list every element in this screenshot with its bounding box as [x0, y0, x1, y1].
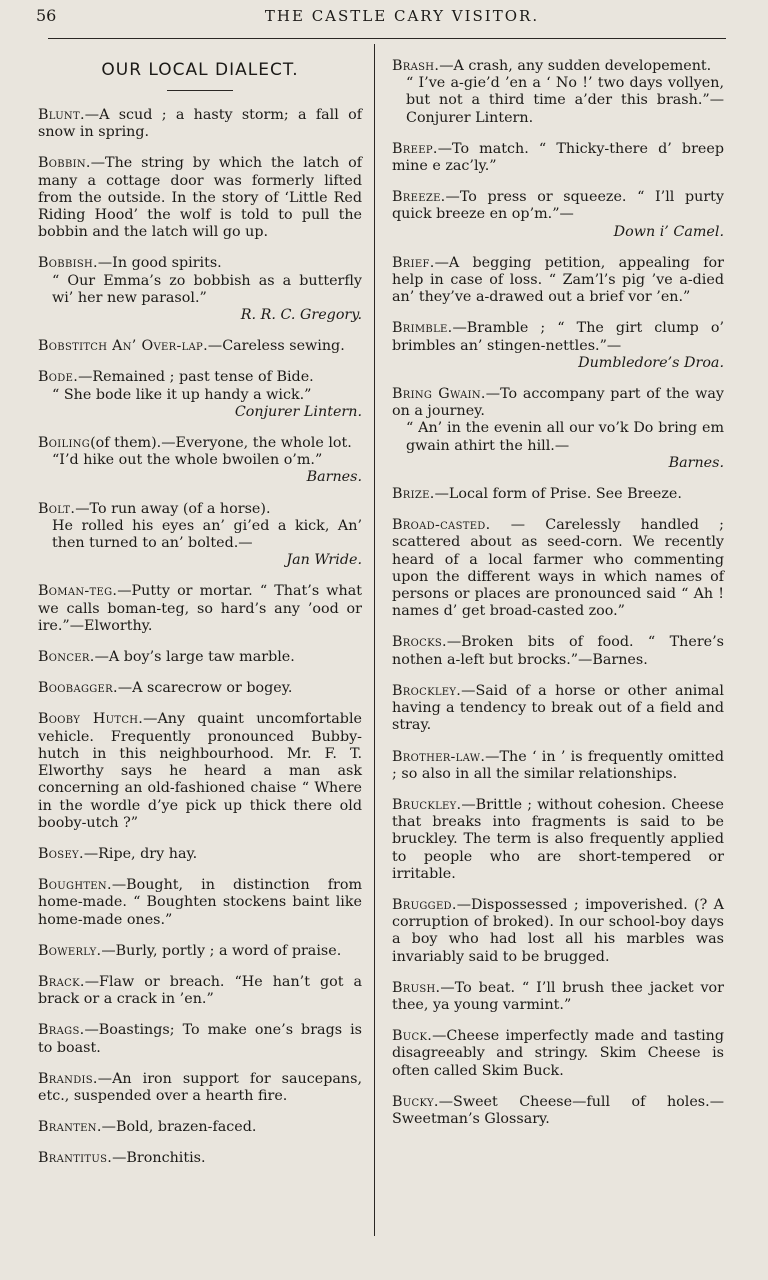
entry-headword: Boncer. — [38, 649, 95, 666]
entry-quote: “I’d hike out the whole bwoilen o’m.” — [52, 452, 323, 469]
running-title: THE CASTLE CARY VISITOR. — [264, 7, 540, 25]
entry-definition: —Dispossessed ; impoverished. (? A corruption of broked). In our school-boy days a boy who had lost all his marbles was invariably said to be brugged. — [392, 896, 724, 965]
entry-definition: —Putty or mortar. “ That’s what we calls boman-teg, so hard’s any ’ood or ire.”—Elworthy. — [38, 583, 362, 634]
entry-source: Barnes. — [306, 469, 362, 486]
dictionary-entry — [392, 634, 724, 668]
entry-source: Barnes. — [668, 454, 724, 471]
entry-definition: —Ripe, dry hay. — [83, 845, 198, 862]
entry-headword: Bobbish. — [38, 255, 98, 272]
entry-headword: Bowerly. — [38, 942, 102, 959]
entry-headword: Breeze. — [392, 189, 446, 206]
dictionary-entry — [392, 386, 724, 472]
dictionary-entry — [392, 1028, 724, 1080]
entry-definition: —Brittle ; without cohesion. Cheese that breaks into fragments is said to be bruckley. The term is also frequently applied to people who are short-tempered or irritable. — [392, 796, 724, 882]
entry-headword: Bucky. — [392, 1093, 439, 1110]
dictionary-entry — [38, 1150, 362, 1167]
section-title: OUR LOCAL DIALECT. — [101, 60, 299, 80]
dictionary-entry — [392, 141, 724, 175]
entry-definition: —To press or squeeze. “ I’ll purty quick breeze en op’m.”— — [392, 189, 724, 223]
dictionary-entry — [38, 711, 362, 831]
entry-headword: Brize. — [392, 486, 435, 503]
entry-quote: “ An’ in the evenin all our vo’k Do bring em gwain athirt the hill.— — [406, 420, 724, 454]
dictionary-entry — [38, 974, 362, 1008]
entry-definition: —Bought, in distinction from home-made. “ Boughten stockens baint like home-made ones.” — [38, 877, 362, 928]
entry-definition: —To beat. “ I’ll brush thee jacket vor thee, ya young varmint.” — [392, 979, 724, 1013]
entry-definition: —An iron support for saucepans, etc., suspended over a hearth fire. — [38, 1070, 362, 1104]
entry-headword: Brush. — [392, 979, 441, 996]
entry-definition: — Carelessly handled ; scattered about as seed-corn. We recently heard of a local farmer who commenting upon the different ways in which names of persons or places are pronounced said “ Ah ! names d’ get broad-casted zoo.” — [392, 517, 724, 620]
entry-headword: Brocks. — [392, 634, 447, 651]
dictionary-entry — [392, 255, 724, 307]
dictionary-entry — [38, 255, 362, 324]
entry-definition: —The string by which the latch of many a cottage door was formerly lifted from the outside. In the story of ‘Little Red Riding Hood’ the wolf is told to pull the bobbin and the latch will go up. — [38, 155, 362, 241]
entry-definition: —Bramble ; “ The girt clump o’ brimbles an’ stingen-nettles.”— — [392, 320, 724, 354]
entry-definition: —In good spirits. — [97, 255, 222, 272]
entry-headword: Booby Hutch. — [38, 711, 144, 728]
entry-headword: Boughten. — [38, 877, 112, 894]
header-rule — [48, 38, 726, 39]
entry-definition: —Said of a horse or other animal having a tendency to break out of a field and stray. — [392, 682, 724, 734]
entry-definition: —Boastings; To make one’s brags is to boast. — [38, 1022, 362, 1056]
dictionary-entry — [392, 517, 724, 620]
entry-definition: —To accompany part of the way on a journey. — [392, 386, 724, 420]
dictionary-entry — [38, 583, 362, 635]
dictionary-entry — [392, 683, 724, 735]
entry-headword: Bobstitch An’ Over-lap. — [38, 338, 208, 355]
entry-headword: Bolt. — [38, 500, 76, 517]
entry-source: Conjurer Lintern. — [234, 403, 362, 420]
entry-headword: Bruckley. — [392, 796, 462, 813]
entry-headword: Brief. — [392, 254, 435, 271]
dictionary-entry — [392, 486, 724, 503]
dictionary-entry — [38, 943, 362, 960]
entry-headword: Boiling — [38, 435, 91, 452]
dictionary-entry — [392, 1094, 724, 1128]
entry-headword: Bobbin. — [38, 155, 91, 172]
entry-definition: —Cheese imperfectly made and tasting disagreeably and stringy. Skim Cheese is often called Skim Buck. — [392, 1028, 724, 1079]
entry-definition: —Burly, portly ; a word of praise. — [101, 942, 342, 959]
entry-headword: Brantitus. — [38, 1150, 113, 1167]
entry-quote: “ I’ve a-gie’d ’en a ‘ No !’ two days vollyen, but not a third time a’der this brash.”—Conjurer Lintern. — [406, 75, 724, 126]
entry-source: R. R. C. Gregory. — [240, 307, 362, 324]
title-rule — [167, 90, 233, 91]
entry-definition: —Remained ; past tense of Bide. — [78, 369, 314, 386]
entry-headword: Blunt. — [38, 107, 85, 123]
entry-source: Dumbledore’s Droa. — [578, 354, 724, 371]
entry-definition: —Sweet Cheese—full of holes.— Sweetman’s Glossary. — [392, 1093, 724, 1127]
dictionary-entry — [38, 1071, 362, 1105]
entry-source: Jan Wride. — [286, 552, 362, 569]
dictionary-entry — [38, 877, 362, 929]
entry-definition: —To run away (of a horse). — [75, 500, 271, 517]
entry-headword: Bring Gwain. — [392, 386, 486, 403]
entry-headword: Broad-casted. — [392, 517, 491, 534]
dictionary-entry — [38, 435, 362, 487]
dictionary-entry — [392, 797, 724, 883]
dictionary-entry — [392, 189, 724, 241]
entry-definition: —Careless sewing. — [207, 338, 345, 355]
dictionary-entry — [38, 369, 362, 421]
entry-headword: Brother-law. — [392, 748, 486, 765]
entry-headword: Boman-teg. — [38, 583, 118, 600]
entry-quote: “ Our Emma’s zo bobbish as a butterfly wi’ her new parasol.” — [52, 272, 362, 306]
dictionary-entry — [38, 680, 362, 697]
dictionary-entry — [38, 501, 362, 570]
entry-definition: (of them).—Everyone, the whole lot. — [90, 435, 352, 452]
entry-headword: Brandis. — [38, 1070, 98, 1087]
dictionary-entry — [392, 749, 724, 783]
entry-definition: —A begging petition, appealing for help in case of loss. “ Zam’l’s pig ’ve a-died an’ they’ve a-drawed out a brief vor ’en.” — [392, 254, 724, 306]
entry-definition: —Bold, brazen-faced. — [101, 1119, 257, 1136]
entry-definition: —A scud ; a hasty storm; a fall of snow in spring. — [38, 107, 362, 141]
dictionary-entry — [392, 58, 724, 127]
entry-quote: “ She bode like it up handy a wick.” — [52, 386, 312, 403]
dictionary-entry — [38, 649, 362, 666]
left-entries — [38, 107, 362, 1168]
entry-headword: Buck. — [392, 1028, 433, 1045]
right-column — [392, 58, 724, 1142]
entry-headword: Brimble. — [392, 320, 453, 337]
dictionary-entry — [38, 155, 362, 241]
entry-source: Down i’ Camel. — [613, 223, 724, 240]
entry-definition: —Bronchitis. — [112, 1150, 206, 1167]
entry-headword: Boobagger. — [38, 680, 118, 697]
dictionary-entry — [392, 320, 724, 372]
entry-headword: Branten. — [38, 1119, 102, 1136]
right-entries — [392, 58, 724, 1128]
entry-definition: —A boy’s large taw marble. — [94, 649, 295, 666]
entry-headword: Brockley. — [392, 682, 462, 699]
entry-definition: —A crash, any sudden developement. — [439, 58, 712, 74]
entry-headword: Brack. — [38, 973, 85, 990]
entry-definition: —A scarecrow or bogey. — [117, 680, 293, 697]
entry-headword: Brash. — [392, 58, 440, 74]
entry-headword: Brugged. — [392, 896, 457, 913]
page-number: 56 — [36, 6, 57, 25]
entry-definition: —Flaw or breach. “He han’t got a brack or a crack in ’en.” — [38, 973, 362, 1008]
dictionary-entry — [38, 1022, 362, 1056]
dictionary-entry — [38, 107, 362, 141]
dictionary-entry — [392, 897, 724, 966]
dictionary-entry — [392, 980, 724, 1014]
entry-definition: —To match. “ Thicky-there d’ breep mine e zac’ly.” — [392, 140, 724, 175]
dictionary-entry — [38, 338, 362, 355]
entry-headword: Bode. — [38, 369, 79, 386]
entry-headword: Brags. — [38, 1022, 85, 1039]
entry-definition: —Local form of Prise. See Breeze. — [434, 486, 682, 503]
entry-definition: —Any quaint uncomfortable vehicle. Frequently pronounced Bubby-hutch in this neighbourhood. Mr. F. T. Elworthy says he heard a man ask concerning an old-fashioned chaise “ Where in the wordle d’ye pick up thick there old booby-utch ?” — [38, 711, 362, 831]
column-divider — [374, 44, 375, 1236]
entry-definition: —The ‘ in ’ is frequently omitted ; so also in all the similar relationships. — [392, 748, 724, 782]
entry-quote: He rolled his eyes an’ gi’ed a kick, An’ then turned to an’ bolted.— — [52, 517, 362, 552]
entry-headword: Bosey. — [38, 845, 84, 862]
dictionary-entry — [38, 1119, 362, 1136]
entry-definition: —Broken bits of food. “ There’s nothen a-left but brocks.”—Barnes. — [392, 634, 724, 668]
entry-headword: Breep. — [392, 140, 438, 157]
left-column — [38, 58, 362, 1182]
dictionary-entry — [38, 846, 362, 863]
